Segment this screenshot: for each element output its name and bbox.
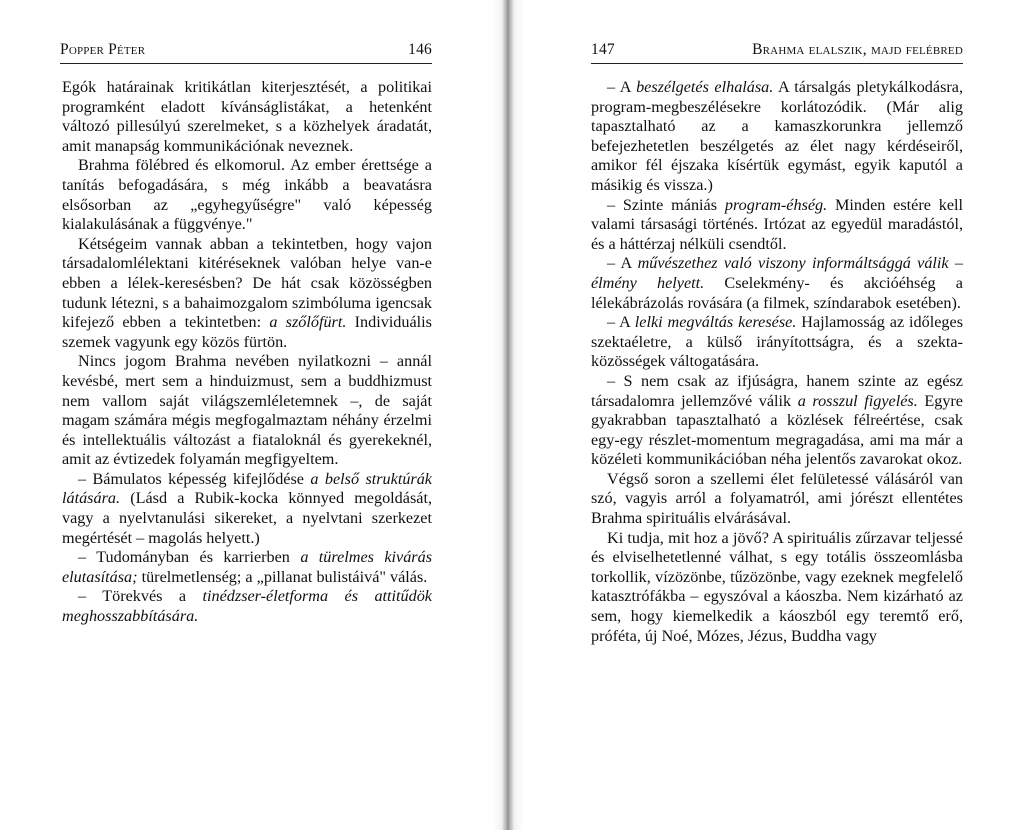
text-run: Egyre gyakrabban tapasztalható a közlések félreértése, csak egy-egy részlet-momentum megragadása, ami ma már a közéleti kommunikációban néha jelentős zavarokat okoz. [591,391,963,469]
text-run: (Lásd a Rubik-kocka könnyed megoldását, vagy a nyelvtanulási sikereket, a nyelvtani szerkezet megértését – magolás helyett.) [62,489,432,547]
italic-run: a belső struktúrák látására. [62,469,432,508]
page-number: 147 [591,41,615,58]
text-run: Individuális szemek vagyunk egy közös fürtön. [62,313,432,351]
body-paragraph [62,78,432,156]
italic-run: program-éhség. [724,195,828,214]
body-paragraph [591,313,963,372]
text-run: Minden estére kell valami társasági történés. Irtózat az egyedül maradástól, és a háttérzaj nélküli csendtől. [591,195,964,253]
text-run: – A [607,313,635,332]
left-page-header [60,41,432,64]
text-run: A társalgás pletykálkodásra, program-megbeszélésekre korlátozódik. (Már alig tapasztalható az a kamaszkorunkra jellemző befejezhetetlen beszélgetés az élet nagy kérdéseiről, amikor fél éjszaka kísértük egymást, egyik kaputól a másikig és vissza.) [591,78,963,194]
italic-run: művészethez való viszony informáltsággá válik – élmény helyett. [591,254,963,292]
italic-run: a szőlőfürt. [269,313,347,332]
body-paragraph [591,254,963,313]
text-run: Cselekmény- és akcióéhség a lélekábrázolás rovására (a filmek, színdarabok esetében). [591,273,963,312]
text-run: Brahma fölébred és elkomorul. Az ember érettsége a tanítás befogadására, s még inkább a beavatásra elsősorban az „egyhegyűségre" való képesség kialakulásának a függvénye." [62,156,432,234]
body-paragraph [62,156,432,234]
italic-run: tinédzser-életforma és attitűdök meghosszabbítására. [62,587,432,626]
left-page-body [62,78,432,627]
right-page-body [591,78,963,646]
text-run: türelmetlenség; a „pillanat bulistáivá" válás. [137,567,428,586]
body-paragraph [62,470,432,548]
body-paragraph [62,235,432,353]
body-paragraph [591,529,963,647]
text-run: Kétségeim vannak abban a tekintetben, hogy vajon társadalomlélektani kitéréseknek valóban helye van-e ebben a lélek-keresésben? De hát csak közösségben tudunk létezni, s a bahaimozgalom szimbóluma igencsak kifejező ebben a tekintetben: [62,234,432,332]
text-run: – Törekvés a [78,587,203,606]
text-run: Végső soron a szellemi élet felületessé válásáról van szó, vagyis arról a folyamatról, ami jórészt ellentétes Brahma spirituális elvárásával. [591,469,963,528]
body-paragraph [62,587,432,626]
italic-run: lelki megváltás keresése. [634,313,797,332]
text-run: Ki tudja, mit hoz a jövő? A spirituális zűrzavar teljessé és elviselhetetlenné válhat, s egy totális összeomlásba torkollik, vízözönbe, tűzözönbe, vagy ezeknek megfelelő katasztrófákba – egyszóval a káoszba. Nem kizárható az sem, hogy kiemelkedik a káoszból egy teremtő erő, próféta, új Noé, Mózes, Jézus, Buddha vagy [591,528,963,645]
right-page-header [591,41,963,64]
text-run: – Tudományban és karrierben [78,548,301,567]
text-run: Hajlamosság az időleges szektaéletre, a külső irányítottságra, és a szekta-közösségek váltogatására. [591,313,964,371]
italic-run: a türelmes kivárás elutasítása; [62,548,432,586]
text-run: Nincs jogom Brahma nevében nyilatkozni – annál kevésbé, mert sem a hinduizmust, sem a buddhizmust nem vallom saját világszemléletemnek –, de saját magam számára mégis megfogalmaztam néhány érzelmi és intellektuális változást a fiataloknál és gyerekeknél, amit az évtizedek folyamán megfigyeltem. [62,352,432,469]
text-run: – S nem csak az ifjúságra, hanem szinte az egész társadalomra jellemzővé válik [591,371,963,410]
right-page [519,0,1024,830]
italic-run: beszélgetés elhalása. [636,78,774,96]
body-paragraph [591,78,963,196]
body-paragraph [62,548,432,587]
text-run: – Szinte mániás [607,195,725,214]
running-head-chapter: Brahma elalszik, majd felébred [752,41,963,58]
text-run: – A [607,78,637,96]
body-paragraph [591,470,963,529]
text-run: – A [607,254,638,273]
body-paragraph [62,352,432,470]
body-paragraph [591,372,963,470]
running-head-author: Popper Péter [60,41,146,58]
left-page [0,0,505,830]
body-paragraph [591,196,963,255]
text-run: Egók határainak kritikátlan kiterjesztését, a politikai programként eladott kívánságlistákat, a hetenként változó pillesúlyú szerelmeket, s a közhelyek áradatát, amit manapság kommunikációnak neveznek. [62,78,432,155]
page-number: 146 [408,41,432,58]
italic-run: a rosszul figyelés. [797,391,918,410]
text-run: – Bámulatos képesség kifejlődése [78,469,311,488]
